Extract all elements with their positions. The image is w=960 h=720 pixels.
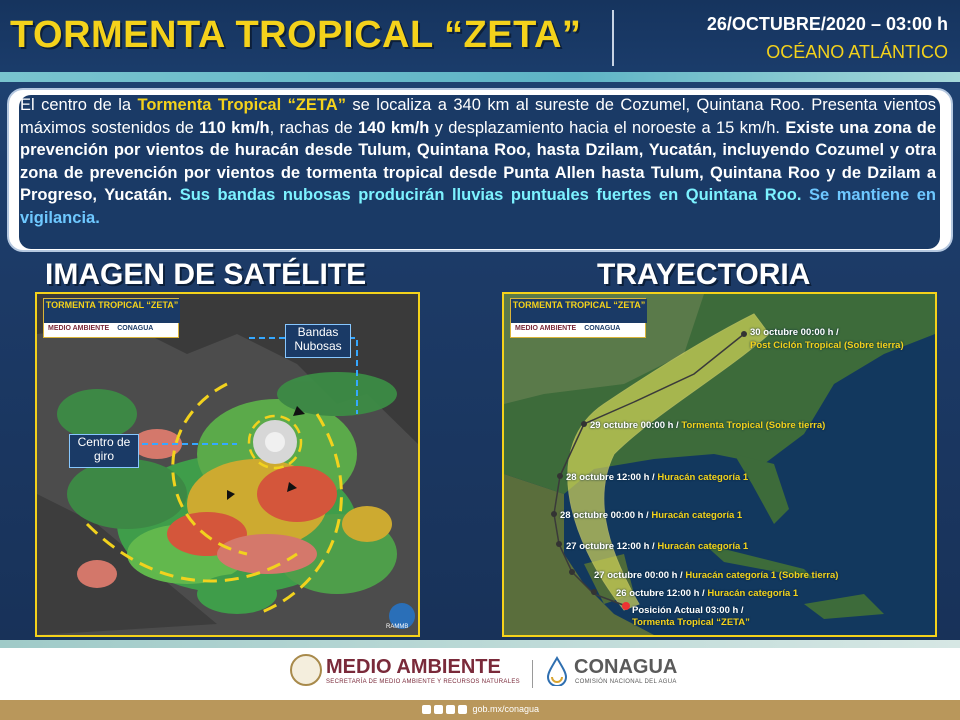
callout-bands: Bandas Nubosas xyxy=(285,324,351,358)
callout-center: Centro de giro xyxy=(69,434,139,468)
satellite-badge xyxy=(43,298,179,338)
info-p3: se localiza a 340 km al sureste de Cozumel, Quintana Roo. Presenta vientos máximos sostenidos de xyxy=(20,96,937,137)
trajectory-badge-logos xyxy=(515,325,620,332)
footer-medio-ambiente: MEDIO AMBIENTE xyxy=(326,656,501,678)
traj-point-7-time: 26 octubre 12:00 h / xyxy=(616,588,705,599)
traj-point-5-status: Huracán categoría 1 xyxy=(657,541,749,552)
traj-point-3-time: 28 octubre 12:00 h / xyxy=(566,472,655,483)
mexico-seal-icon xyxy=(290,654,322,686)
satellite-badge-cg: CONAGUA xyxy=(117,325,154,332)
traj-point-6-status: Huracán categoría 1 (Sobre tierra) xyxy=(685,570,839,581)
rammb-label: RAMMB xyxy=(386,624,409,630)
trajectory-badge-ma: MEDIO AMBIENTE xyxy=(515,325,577,332)
info-vigilance: Se mantiene en vigilancia. xyxy=(20,186,936,227)
bulletin-date: 26/OCTUBRE/2020 – 03:00 h xyxy=(706,14,948,34)
info-p7: y desplazamiento hacia el noroeste a 15 km/h. xyxy=(429,118,786,137)
info-text xyxy=(20,94,936,229)
twitter-icon[interactable] xyxy=(434,705,443,714)
traj-point-4 xyxy=(560,510,742,521)
traj-point-6-time: 27 octubre 00:00 h / xyxy=(594,570,683,581)
info-p5: , rachas de xyxy=(269,118,358,137)
traj-point-1 xyxy=(750,327,839,338)
info-gusts: 140 km/h xyxy=(358,118,430,137)
info-winds: 110 km/h xyxy=(199,118,270,137)
traj-point-8 xyxy=(632,605,744,616)
conagua-drop-icon xyxy=(545,656,569,686)
satellite-badge-ma: MEDIO AMBIENTE xyxy=(48,325,110,332)
traj-point-6 xyxy=(594,570,838,581)
traj-point-7-status: Huracán categoría 1 xyxy=(707,588,799,599)
info-storm-name: Tormenta Tropical “ZETA” xyxy=(137,96,346,114)
footer-conagua: CONAGUA xyxy=(574,656,678,678)
satellite-badge-title: TORMENTA TROPICAL “ZETA” xyxy=(44,299,180,323)
footer-conagua-sub: COMISIÓN NACIONAL DEL AGUA xyxy=(575,679,677,685)
traj-point-4-time: 28 octubre 00:00 h / xyxy=(560,510,649,521)
traj-point-3 xyxy=(566,472,748,483)
trajectory-badge xyxy=(510,298,646,338)
youtube-icon[interactable] xyxy=(458,705,467,714)
satellite-image xyxy=(35,292,420,637)
header-divider xyxy=(612,10,614,66)
traj-point-8-status: Tormenta Tropical “ZETA” xyxy=(632,617,750,628)
bulletin-title: TORMENTA TROPICAL “ZETA” xyxy=(10,14,582,56)
traj-point-2-status: Tormenta Tropical (Sobre tierra) xyxy=(681,420,826,431)
traj-point-1-status-row xyxy=(750,340,904,351)
satellite-heading: IMAGEN DE SATÉLITE xyxy=(45,258,367,291)
header-bar xyxy=(0,0,960,80)
trajectory-badge-cg: CONAGUA xyxy=(584,325,621,332)
footer-url[interactable]: gob.mx/conagua xyxy=(472,704,540,714)
footer-logo-divider xyxy=(532,660,533,688)
footer-social xyxy=(422,704,539,714)
traj-point-7 xyxy=(616,588,798,599)
traj-point-1-status: Post Ciclón Tropical (Sobre tierra) xyxy=(750,340,904,351)
header-stripe xyxy=(0,72,960,82)
traj-point-1-time: 30 octubre 00:00 h / xyxy=(750,327,839,338)
facebook-icon[interactable] xyxy=(422,705,431,714)
traj-point-5-time: 27 octubre 12:00 h / xyxy=(566,541,655,552)
traj-point-3-status: Huracán categoría 1 xyxy=(657,472,749,483)
ocean-label: OCÉANO ATLÁNTICO xyxy=(766,42,948,62)
traj-point-8-time: Posición Actual 03:00 h / xyxy=(632,605,744,616)
trajectory-map xyxy=(502,292,937,637)
traj-point-5 xyxy=(566,541,748,552)
traj-point-2 xyxy=(590,420,825,431)
trajectory-heading: TRAYECTORIA xyxy=(597,258,811,291)
traj-point-8-status-row xyxy=(632,617,750,628)
traj-point-2-time: 29 octubre 00:00 h / xyxy=(590,420,679,431)
footer-stripe xyxy=(0,640,960,648)
info-p1: El centro de la xyxy=(20,96,138,114)
footer-medio-ambiente-sub: SECRETARÍA DE MEDIO AMBIENTE Y RECURSOS NATURALES xyxy=(326,679,520,685)
instagram-icon[interactable] xyxy=(446,705,455,714)
info-warning: Existe una zona de prevención por vientos de huracán desde Tulum, Quintana Roo, hasta Dzilam, Yucatán, incluyendo Cozumel y otra zona de prevención por vientos de tormenta tropical desde Punta Allen hasta Tulum, Quintana Roo y de Dzilam a Progreso, Yucatán. xyxy=(20,118,937,204)
trajectory-badge-title: TORMENTA TROPICAL “ZETA” xyxy=(511,299,647,323)
satellite-badge-logos xyxy=(48,325,153,332)
info-rain: Sus bandas nubosas producirán lluvias puntuales fuertes en Quintana Roo. xyxy=(172,186,802,204)
traj-point-4-status: Huracán categoría 1 xyxy=(651,510,743,521)
